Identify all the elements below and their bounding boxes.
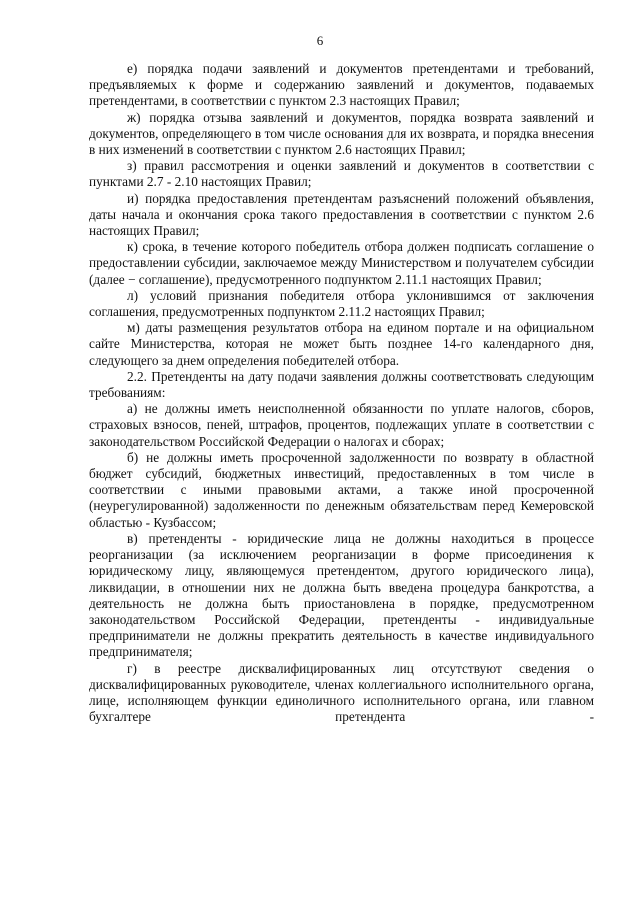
paragraph-v: в) претенденты - юридические лица не должны находиться в процессе реорганизации (за исключением реорганизации в форме присоединения к юридическому лицу, являющемуся претендентом, другого юридического лица), ликвидации, в отношении них не должна быть введена процедура банкротства, а деятельность не должна быть приостановлена в порядке, предусмотренном законодательством Российской Федерации, претенденты - индивидуальные предприниматели не должны прекратить деятельность в качестве индивидуального предпринимателя; <box>89 530 594 660</box>
paragraph-m: м) даты размещения результатов отбора на едином портале и на официальном сайте Министерства, которая не может быть позднее 14-го календарного дня, следующего за днем определения победителей отбора. <box>89 320 594 368</box>
document-body <box>89 61 594 725</box>
paragraph-b: б) не должны иметь просроченной задолженности по возврату в областной бюджет субсидий, бюджетных инвестиций, предоставленных в том числе в соответствии с иными правовыми актами, а также иной просроченной (неурегулированной) задолженности по денежным обязательствам перед Кемеровской областью - Кузбассом; <box>89 449 594 530</box>
paragraph-2-2: 2.2. Претенденты на дату подачи заявления должны соответствовать следующим требованиям: <box>89 368 594 401</box>
paragraph-l: л) условий признания победителя отбора уклонившимся от заключения соглашения, предусмотренных подпунктом 2.11.2 настоящих Правил; <box>89 287 594 320</box>
paragraph-zh: ж) порядка отзыва заявлений и документов, порядка возврата заявлений и документов, определяющего в том числе основания для их возврата, и порядка внесения в них изменений в соответствии с пунктом 2.6 настоящих Правил; <box>89 109 594 158</box>
paragraph-z: з) правил рассмотрения и оценки заявлений и документов в соответствии с пунктами 2.7 - 2.10 настоящих Правил; <box>89 158 594 190</box>
paragraph-g: г) в реестре дисквалифицированных лиц отсутствуют сведения о дисквалифицированных руководителе, членах коллегиального исполнительного органа, лице, исполняющем функции единоличного исполнительного органа, или главном бухгалтере претендента - <box>89 660 594 725</box>
paragraph-k: к) срока, в течение которого победитель отбора должен подписать соглашение о предоставлении субсидии, заключаемое между Министерством и получателем субсидии (далее − соглашение), предусмотренного подпунктом 2.11.1 настоящих Правил; <box>89 239 594 287</box>
paragraph-i: и) порядка предоставления претендентам разъяснений положений объявления, даты начала и окончания срока такого предоставления в соответствии с пунктом 2.6 настоящих Правил; <box>89 190 594 239</box>
paragraph-a: а) не должны иметь неисполненной обязанности по уплате налогов, сборов, страховых взносов, пеней, штрафов, процентов, подлежащих уплате в соответствии с законодательством Российской Федерации о налогах и сборах; <box>89 401 594 449</box>
page-number: 6 <box>316 33 324 48</box>
paragraph-e: е) порядка подачи заявлений и документов претендентами и требований, предъявляемых к форме и содержанию заявлений и документов, подаваемых претендентами, в соответствии с пунктом 2.3 настоящих Правил; <box>89 61 594 109</box>
